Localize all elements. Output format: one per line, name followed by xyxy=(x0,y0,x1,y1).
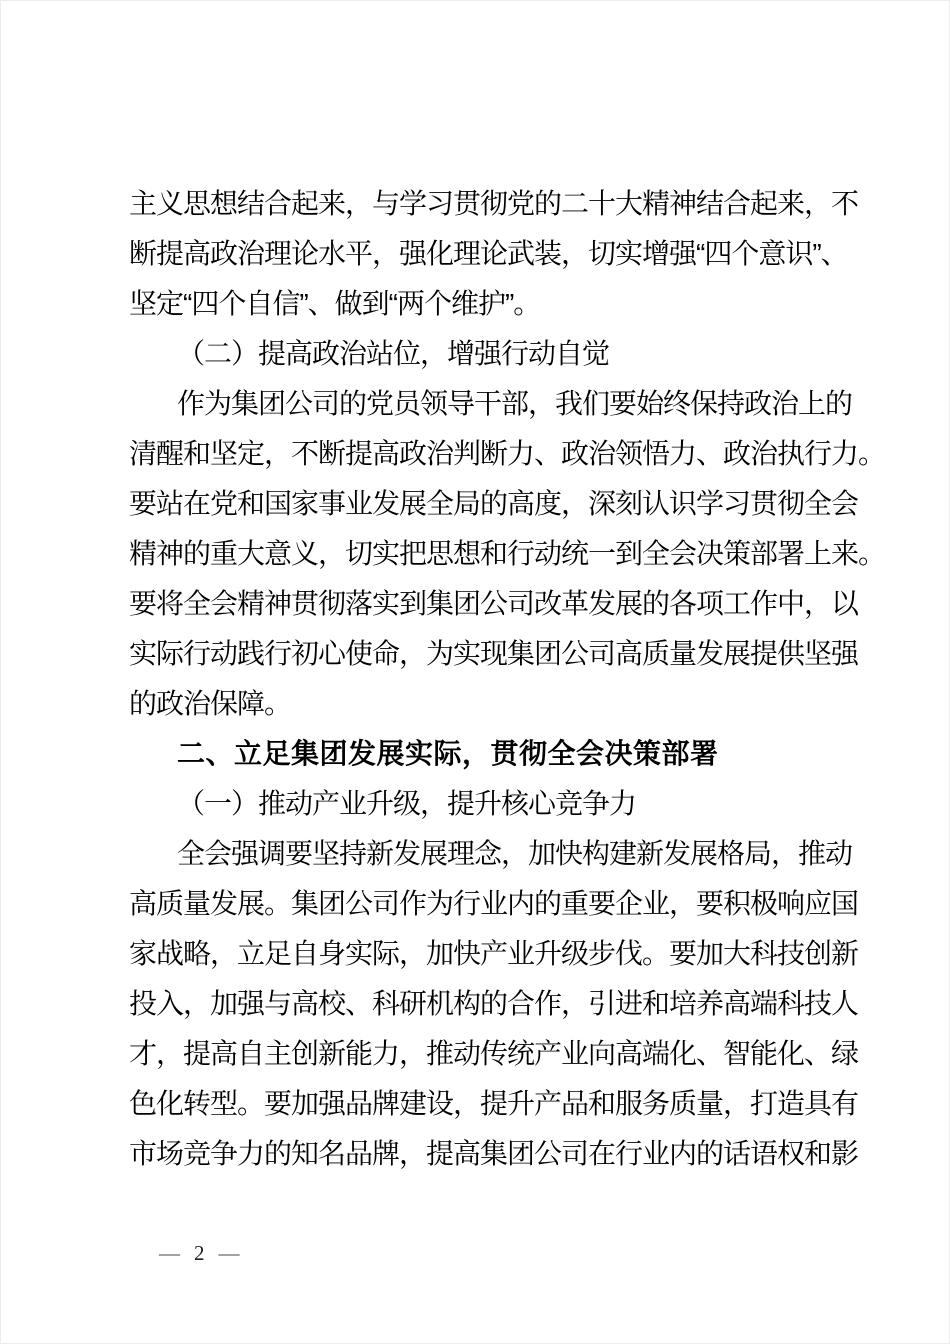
text-line: 实际行动践行初心使命，为实现集团公司高质量发展提供坚强 xyxy=(129,638,859,669)
text-line: 坚定“四个自信”、做到“两个维护”。 xyxy=(129,288,541,319)
text-line: 的政治保障。 xyxy=(129,688,292,719)
text-line: 清醒和坚定，不断提高政治判断力、政治领悟力、政治执行力。 xyxy=(129,438,886,469)
footer-left-dash: — xyxy=(159,1241,180,1265)
text-line: 要将全会精神贯彻落实到集团公司改革发展的各项工作中，以 xyxy=(129,588,859,619)
footer-right-dash: — xyxy=(218,1241,240,1265)
text-line: 全会强调要坚持新发展理念，加快构建新发展格局，推动 xyxy=(177,838,853,869)
text-line: 要站在党和国家事业发展全局的高度，深刻认识学习贯彻全会 xyxy=(129,488,859,519)
text-line: 高质量发展。集团公司作为行业内的重要企业，要积极响应国 xyxy=(129,888,859,919)
text-line: 市场竞争力的知名品牌，提高集团公司在行业内的话语权和影 xyxy=(129,1138,859,1169)
text-line: 主义思想结合起来，与学习贯彻党的二十大精神结合起来，不 xyxy=(129,188,859,219)
text-line: 色化转型。要加强品牌建设，提升产品和服务质量，打造具有 xyxy=(129,1088,859,1119)
text-line: 投入，加强与高校、科研机构的合作，引进和培养高端科技人 xyxy=(129,988,859,1019)
text-line: （一）推动产业升级，提升核心竞争力 xyxy=(177,788,637,819)
text-line: 家战略，立足自身实际，加快产业升级步伐。要加大科技创新 xyxy=(129,938,859,969)
text-line: 精神的重大意义，切实把思想和行动统一到全会决策部署上来。 xyxy=(129,538,886,569)
document-body xyxy=(129,179,886,1179)
page-number: 2 xyxy=(194,1241,205,1265)
text-line: （二）提高政治站位，增强行动自觉 xyxy=(177,338,610,369)
section-heading: 二、立足集团发展实际，贯彻全会决策部署 xyxy=(177,738,719,769)
text-line: 才，提高自主创新能力，推动传统产业向高端化、智能化、绿 xyxy=(129,1038,859,1069)
page-footer xyxy=(159,1237,240,1269)
text-line: 作为集团公司的党员领导干部，我们要始终保持政治上的 xyxy=(177,388,853,419)
text-line: 断提高政治理论水平，强化理论武装，切实增强“四个意识”、 xyxy=(129,238,848,269)
